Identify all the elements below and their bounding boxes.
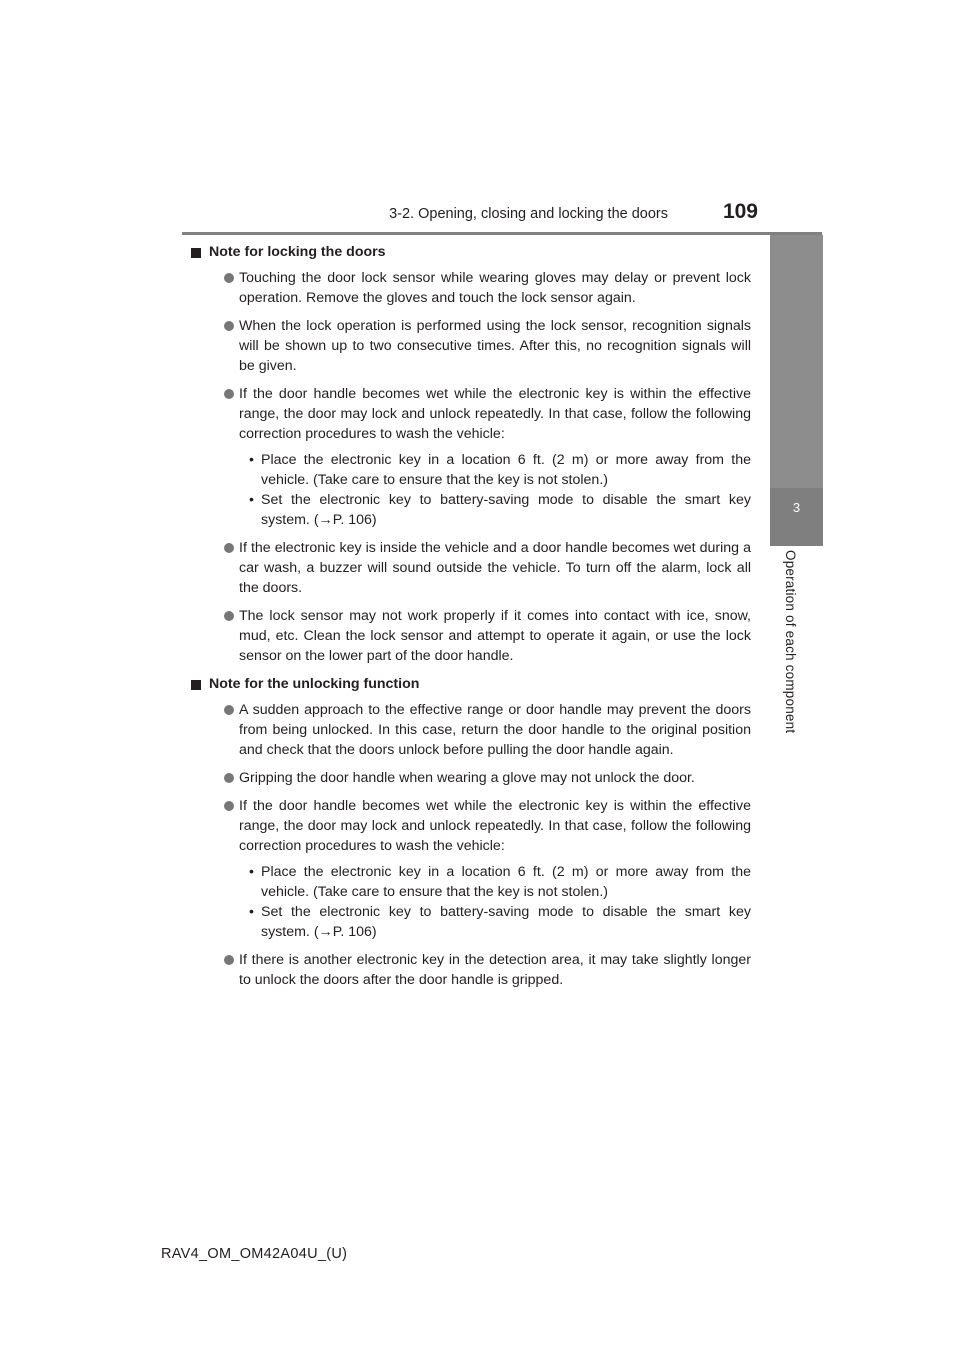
section-title-text: Note for locking the doors <box>209 244 386 260</box>
sub-list-item-text: Set the electronic key to battery-saving mode to disable the smart key system. (→P. 106) <box>261 904 751 940</box>
section-heading: 3-2. Opening, closing and locking the doors <box>389 206 668 222</box>
square-bullet-icon <box>191 248 201 258</box>
sub-list <box>209 862 751 942</box>
section-title <box>191 242 751 262</box>
circle-bullet-icon <box>224 273 234 283</box>
dot-marker-icon: • <box>249 904 254 920</box>
circle-bullet-icon <box>224 543 234 553</box>
chapter-number: 3 <box>792 500 801 515</box>
circle-bullet-icon <box>224 321 234 331</box>
list-item-text: If the door handle becomes wet while the electronic key is within the effective range, the door may lock and unlock repeatedly. In that case, follow the following correction procedures to wash the vehicle: <box>239 798 751 854</box>
list-item-text: A sudden approach to the effective range or door handle may prevent the doors from being unlocked. In this case, return the door handle to the original position and check that the doors unlock before pulling the door handle again. <box>239 702 751 758</box>
sub-list-item-text: Set the electronic key to battery-saving mode to disable the smart key system. (→P. 106) <box>261 492 751 528</box>
list-item-text: Gripping the door handle when wearing a glove may not unlock the door. <box>239 770 695 786</box>
circle-bullet-icon <box>224 389 234 399</box>
list-item-text: If the door handle becomes wet while the electronic key is within the effective range, the door may lock and unlock repeatedly. In that case, follow the following correction procedures to wash the vehicle: <box>239 386 751 442</box>
page-header <box>182 200 822 232</box>
list-item-text: If there is another electronic key in the detection area, it may take slightly longer to unlock the doors after the door handle is gripped. <box>239 952 751 988</box>
list-item <box>209 768 751 788</box>
sub-list-item <box>209 450 751 490</box>
sub-list-item-text: Place the electronic key in a location 6 ft. (2 m) or more away from the vehicle. (Take care to ensure that the key is not stolen.) <box>261 864 751 900</box>
page-content <box>209 242 751 998</box>
list-item <box>209 316 751 376</box>
chapter-tab <box>770 488 823 546</box>
list-item-text: Touching the door lock sensor while wearing gloves may delay or prevent lock operation. Remove the gloves and touch the lock sensor again. <box>239 270 751 306</box>
circle-bullet-icon <box>224 705 234 715</box>
circle-bullet-icon <box>224 773 234 783</box>
list-item <box>209 796 751 856</box>
list-item <box>209 538 751 598</box>
list-item <box>209 606 751 666</box>
dot-marker-icon: • <box>249 452 254 468</box>
section-title-text: Note for the unlocking function <box>209 676 420 692</box>
list-item <box>209 700 751 760</box>
chapter-title: Operation of each component <box>783 550 798 734</box>
side-tab-upper <box>770 235 823 488</box>
sub-list-item <box>209 490 751 530</box>
section-title <box>191 674 751 694</box>
circle-bullet-icon <box>224 801 234 811</box>
sub-list-item <box>209 862 751 902</box>
list-item-text: When the lock operation is performed using the lock sensor, recognition signals will be shown up to two consecutive times. After this, no recognition signals will be given. <box>239 318 751 374</box>
sub-list <box>209 450 751 530</box>
list-item-text: The lock sensor may not work properly if it comes into contact with ice, snow, mud, etc. Clean the lock sensor and attempt to operate it again, or use the lock sensor on the lower part of the door handle. <box>239 608 751 664</box>
circle-bullet-icon <box>224 955 234 965</box>
page-number: 109 <box>722 200 758 223</box>
list-item-text: If the electronic key is inside the vehicle and a door handle becomes wet during a car wash, a buzzer will sound outside the vehicle. To turn off the alarm, lock all the doors. <box>239 540 751 596</box>
dot-marker-icon: • <box>249 492 254 508</box>
list-item <box>209 384 751 444</box>
dot-marker-icon: • <box>249 864 254 880</box>
list-item <box>209 268 751 308</box>
document-id: RAV4_OM_OM42A04U_(U) <box>161 1246 348 1262</box>
header-divider <box>182 232 822 235</box>
sub-list-item <box>209 902 751 942</box>
list-item <box>209 950 751 990</box>
square-bullet-icon <box>191 680 201 690</box>
circle-bullet-icon <box>224 611 234 621</box>
sub-list-item-text: Place the electronic key in a location 6 ft. (2 m) or more away from the vehicle. (Take care to ensure that the key is not stolen.) <box>261 452 751 488</box>
